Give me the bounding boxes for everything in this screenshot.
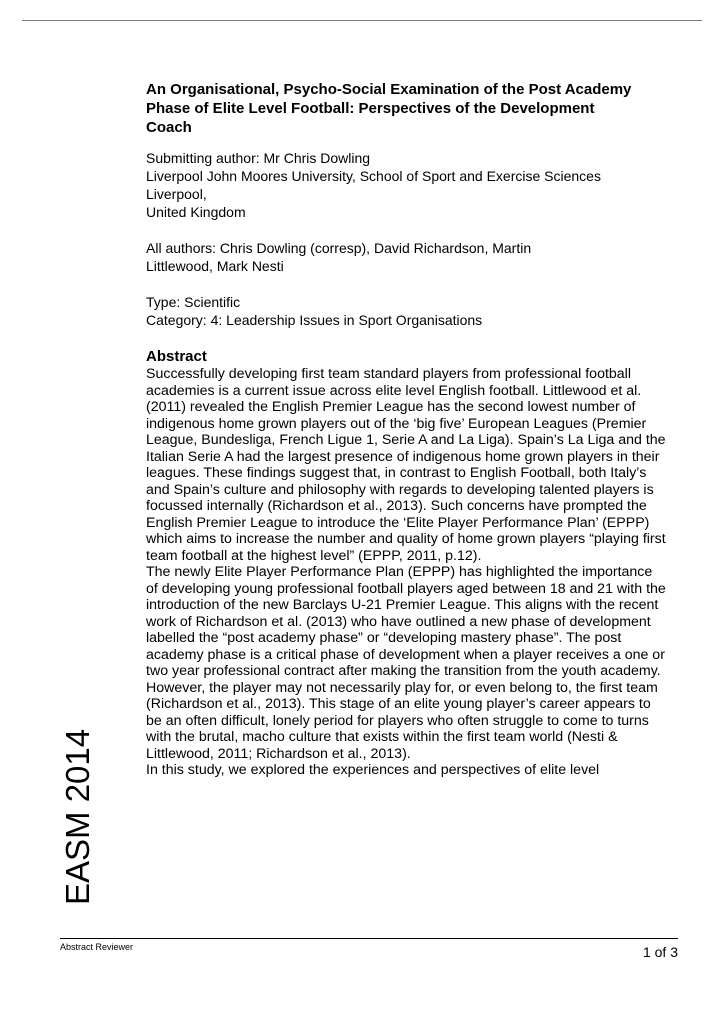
country: United Kingdom — [146, 204, 246, 220]
paper-category: Category: 4: Leadership Issues in Sport Organisations — [146, 312, 483, 328]
city: Liverpool, — [146, 186, 207, 202]
abstract-heading: Abstract — [146, 348, 207, 365]
paper-type: Type: Scientific — [146, 294, 241, 310]
document-body — [146, 80, 676, 779]
abstract-paragraph: In this study, we explored the experiences and perspectives of elite level — [146, 762, 600, 778]
footer-divider — [60, 938, 678, 939]
conference-side-label: EASM 2014 — [59, 728, 96, 905]
paper-title: An Organisational, Psycho-Social Examination of the Post Academy Phase of Elite Level Football: Perspectives of the Development Coach — [146, 81, 632, 136]
all-authors: All authors: Chris Dowling (corresp), David Richardson, Martin Littlewood, Mark Nesti — [146, 240, 532, 274]
submitting-author: Submitting author: Mr Chris Dowling — [146, 150, 371, 166]
authors-info — [146, 239, 676, 275]
abstract-paragraph: The newly Elite Player Performance Plan (EPPP) has highlighted the importance of developing young professional football players aged between 18 and 21 with the introduction of the new Barclays U-21 Premier League. This aligns with the recent work of Richardson et al. (2013) who have outlined a new phase of development labelled the “post academy phase” or “developing mastery phase”. The post academy phase is a critical phase of development when a player receives a one or two year professional contract after making the transition from the youth academy. However, the player may not necessarily play for, or even belong to, the first team (Richardson et al., 2013). This stage of an elite young player’s career appears to be an often difficult, lonely period for players who often struggle to come to turns with the brutal, macho culture that exists within the first team world (Nesti & Littlewood, 2011; Richardson et al., 2013). — [146, 564, 666, 762]
classification-info — [146, 293, 676, 329]
abstract-body — [146, 366, 668, 779]
page-number: 1 of 3 — [642, 944, 678, 960]
submission-info — [146, 149, 676, 221]
abstract-paragraph: Successfully developing first team standard players from professional football academies is a current issue across elite level English football. Littlewood et al. (2011) revealed the English Premier League has the second lowest number of indigenous home grown players out of the ‘big five’ European Leagues (Premier League, Bundesliga, French Ligue 1, Serie A and La Liga). Spain’s La Liga and the Italian Serie A had the largest presence of indigenous home grown players in their leagues. These findings suggest that, in contrast to English Football, both Italy’s and Spain’s culture and philosophy with regards to developing talented players is focussed internally (Richardson et al., 2013). Such concerns have prompted the English Premier League to introduce the ‘Elite Player Performance Plan’ (EPPP) which aims to increase the number and quality of home grown players “playing first team football at the highest level” (EPPP, 2011, p.12). — [146, 366, 666, 564]
affiliation: Liverpool John Moores University, School of Sport and Exercise Sciences — [146, 168, 601, 184]
footer-reviewer-label: Abstract Reviewer — [60, 942, 134, 952]
top-divider — [22, 20, 702, 21]
